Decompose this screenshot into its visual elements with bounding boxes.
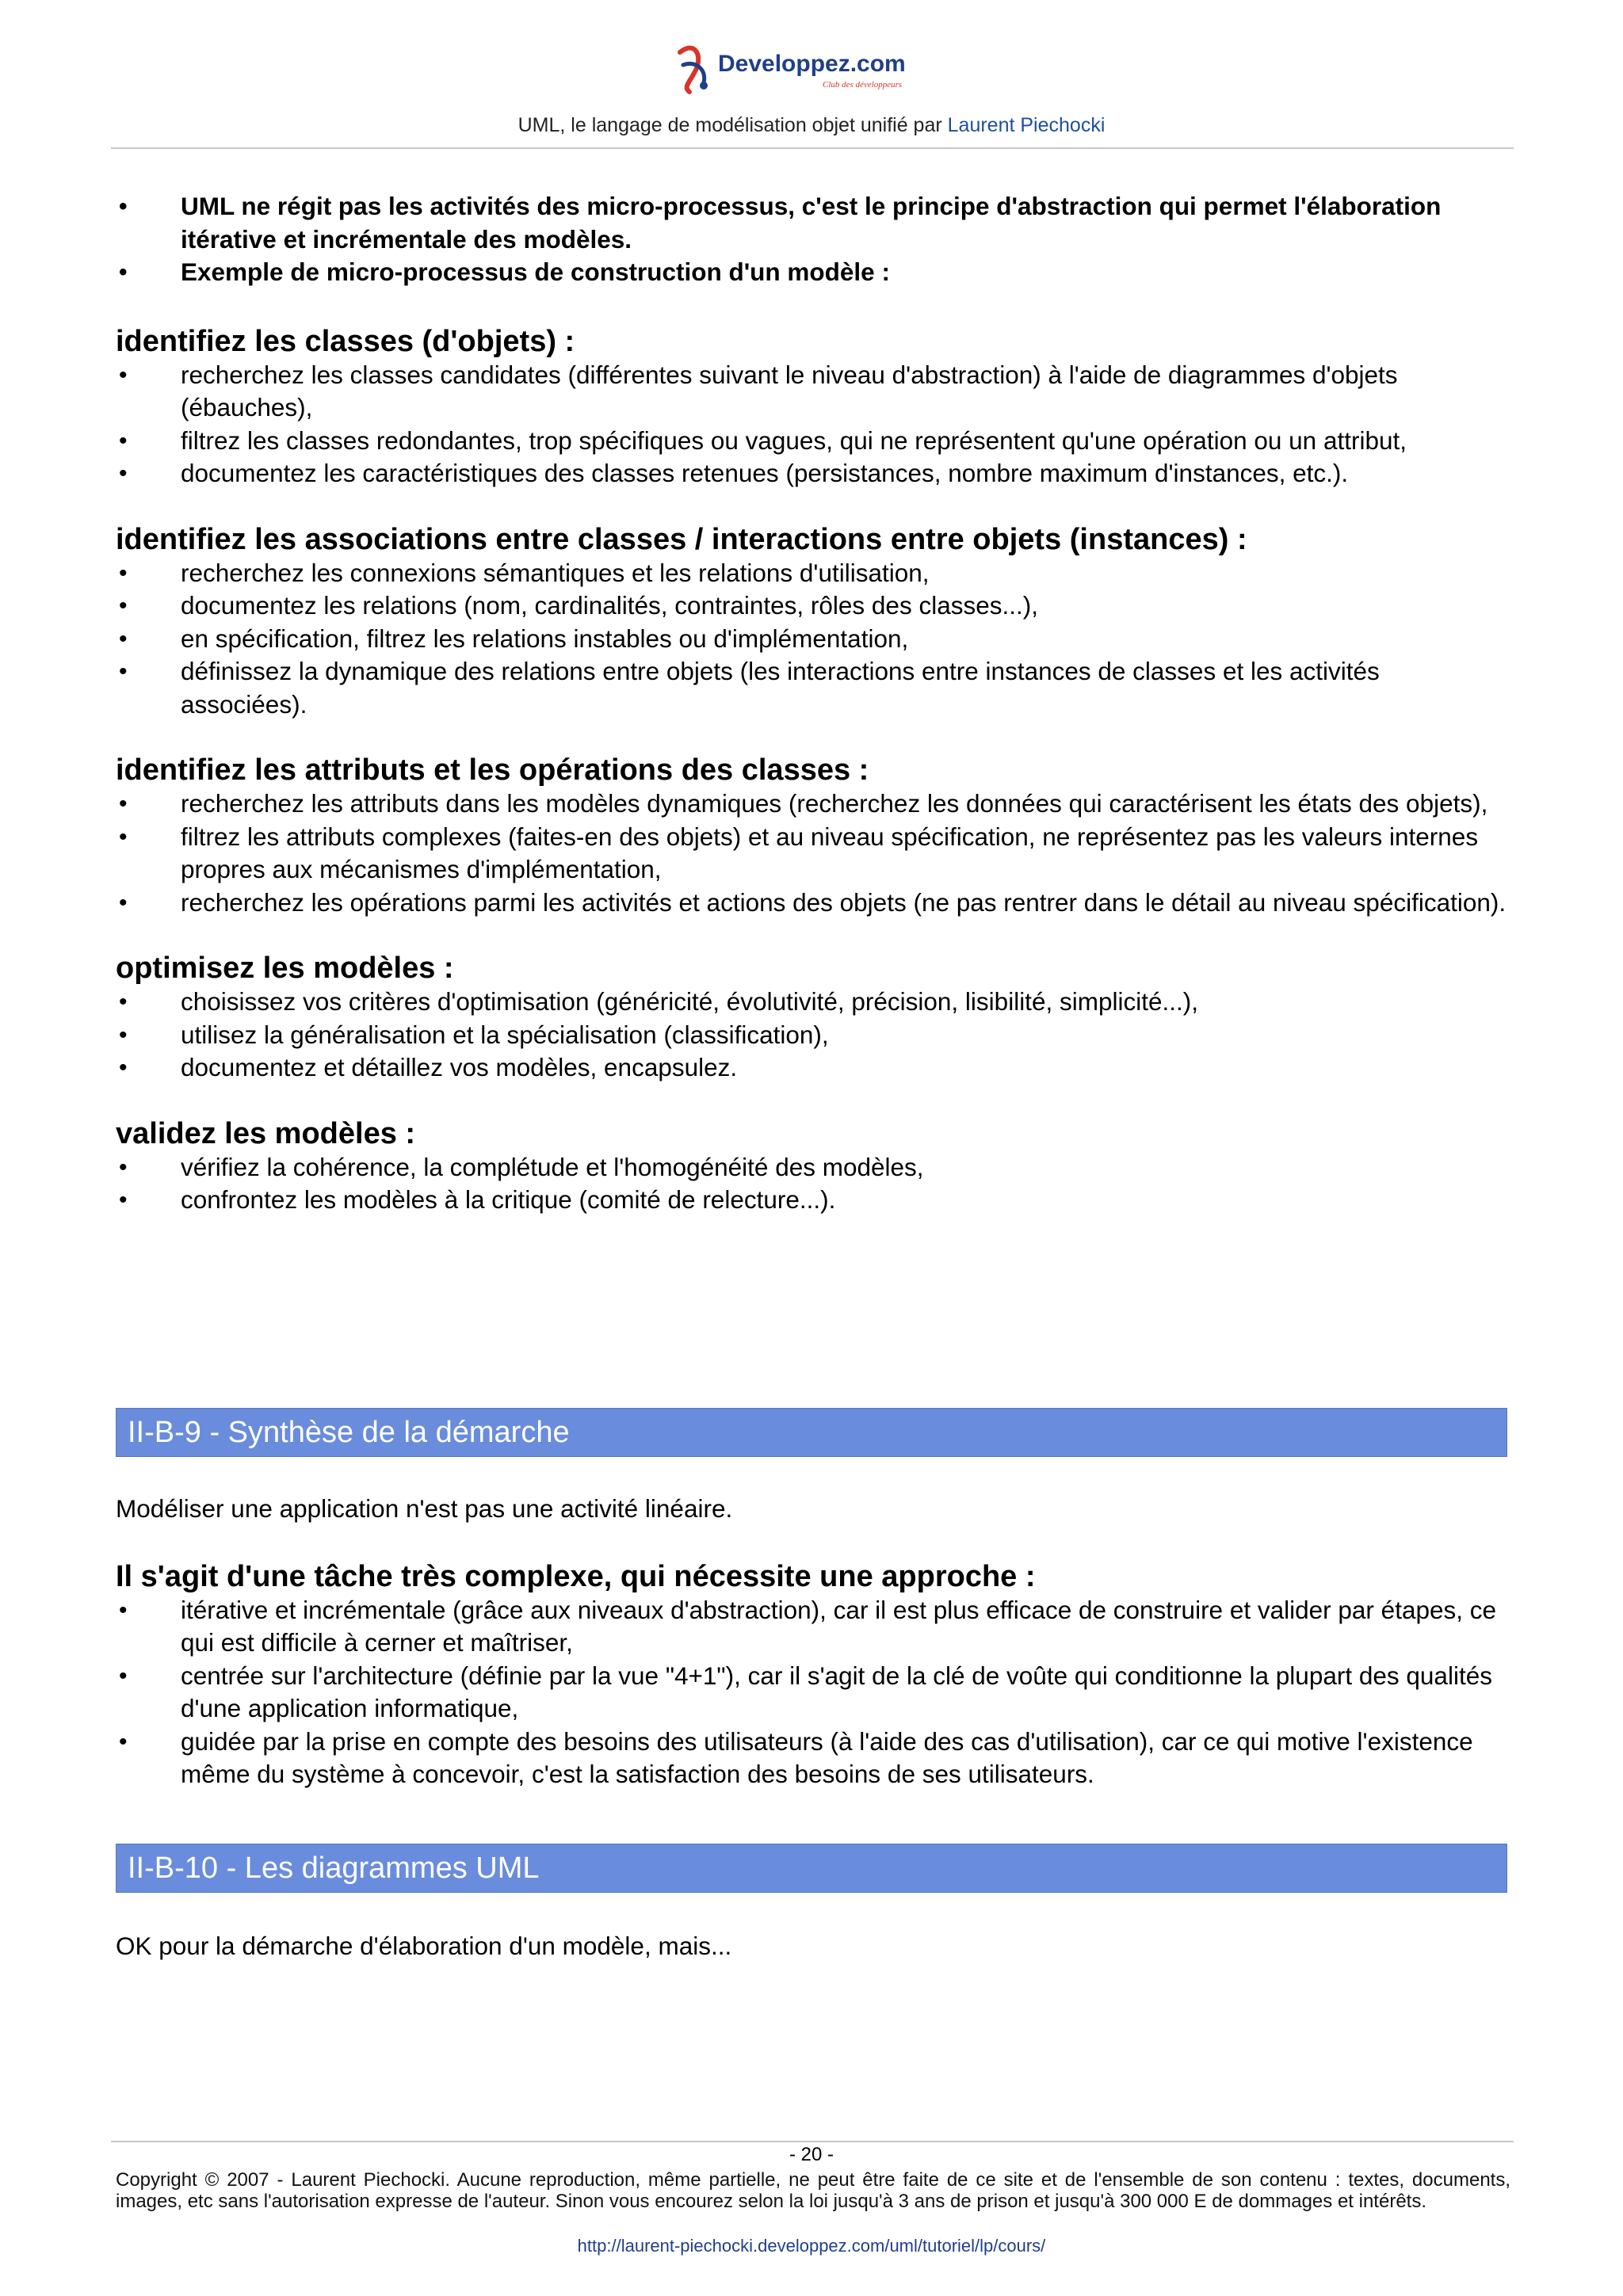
footer-url-link[interactable]: http://laurent-piechocki.developpez.com/uml/tutoriel/lp/cours/ (577, 2236, 1046, 2256)
optimize-bullet-list (116, 986, 1510, 1085)
list-item (116, 623, 1510, 656)
list-item (116, 457, 1510, 490)
list-item (116, 256, 1510, 289)
list-item-text: centrée sur l'architecture (définie par la vue "4+1"), car il s'agit de la clé de voûte qui conditionne la plupart des qualités d'une application informatique, (181, 1661, 1492, 1722)
bullet-icon: • (119, 559, 128, 586)
bullet-icon: • (119, 193, 128, 219)
bullet-icon: • (119, 989, 128, 1015)
list-item (116, 190, 1510, 256)
associations-bullet-list (116, 557, 1510, 722)
list-item (116, 557, 1510, 590)
list-item-text: confrontez les modèles à la critique (comité de relecture...). (181, 1185, 836, 1214)
logo-text: Developpez.com (718, 51, 906, 77)
bullet-icon: • (119, 593, 128, 619)
list-item-text: Exemple de micro-processus de construction d'un modèle : (181, 257, 890, 286)
list-item-text: documentez les caractéristiques des classes retenues (persistances, nombre maximum d'instances, etc.). (181, 459, 1349, 487)
bullet-icon: • (119, 658, 128, 685)
list-item-text: recherchez les classes candidates (différentes suivant le niveau d'abstraction) à l'aide de diagrammes d'objets (ébauches), (181, 360, 1398, 421)
list-item-text: recherchez les attributs dans les modèles dynamiques (recherchez les données qui caractérisent les états des objets), (181, 789, 1488, 818)
section-heading-optimize: optimisez les modèles : (116, 952, 454, 985)
chapter-heading-diagrammes: II-B-10 - Les diagrammes UML (116, 1844, 1507, 1893)
validate-bullet-list (116, 1151, 1510, 1217)
bullet-icon: • (119, 791, 128, 817)
list-item-text: vérifiez la cohérence, la complétude et l'homogénéité des modèles, (181, 1152, 924, 1181)
list-item (116, 655, 1510, 721)
list-item (116, 425, 1510, 458)
list-item (116, 1726, 1510, 1791)
bullet-icon: • (119, 1021, 128, 1048)
bullet-icon: • (119, 259, 128, 285)
bullet-icon: • (119, 1055, 128, 1081)
bullet-icon: • (119, 1187, 128, 1213)
bullet-icon: • (119, 1596, 128, 1623)
section-heading-attributes: identifiez les attributs et les opérations des classes : (116, 753, 869, 787)
list-item (116, 1019, 1510, 1052)
header-title-prefix: UML, le langage de modélisation objet unifié par (517, 114, 948, 136)
bullet-icon: • (119, 361, 128, 388)
list-item-text: UML ne régit pas les activités des micro-processus, c'est le principe d'abstraction qui permet l'élaboration itérative et incrémentale des modèles. (181, 192, 1442, 254)
list-item-text: recherchez les opérations parmi les activités et actions des objets (ne pas rentrer dans le détail au niveau spécification). (181, 887, 1507, 917)
list-item-text: documentez les relations (nom, cardinalités, contraintes, rôles des classes...), (181, 591, 1038, 620)
bullet-icon: • (119, 823, 128, 850)
chapter-9-body (116, 1493, 1510, 1791)
attributes-bullet-list (116, 788, 1510, 919)
list-item-text: guidée par la prise en compte des besoins des utilisateurs (à l'aide des cas d'utilisation), car ce qui motive l'existence même du système à concevoir, c'est la satisfaction des besoins de ses utilisateurs. (181, 1726, 1473, 1788)
list-item (116, 359, 1510, 425)
bullet-icon: • (119, 889, 128, 916)
logo-tagline: Club des développeurs (823, 80, 903, 90)
chapter-heading-synthese: II-B-9 - Synthèse de la démarche (116, 1408, 1507, 1457)
copyright-notice: Copyright © 2007 - Laurent Piechocki. Aucune reproduction, même partielle, ne peut être faite de ce site et de l'ensemble de son contenu : textes, documents, images, etc sans l'autorisation expresse de l'auteur. Sinon vous encourez selon la loi jusqu'à 3 ans de prison et jusqu'à 300 000 E de dommages et intérêts. (116, 2169, 1510, 2212)
header-author-link[interactable]: Laurent Piechocki (947, 114, 1106, 136)
bullet-icon: • (119, 1662, 128, 1689)
classes-bullet-list (116, 359, 1510, 490)
bullet-icon: • (119, 1728, 128, 1755)
section-heading-classes: identifiez les classes (d'objets) : (116, 324, 575, 358)
list-item (116, 788, 1510, 821)
list-item-text: filtrez les classes redondantes, trop spécifiques ou vagues, qui ne représentent qu'une opération ou un attribut, (181, 425, 1407, 455)
list-item (116, 1660, 1510, 1726)
page-number: - 20 - (789, 2144, 834, 2165)
list-item-text: utilisez la généralisation et la spécialisation (classification), (181, 1020, 829, 1049)
list-item (116, 589, 1510, 623)
chapter-10-paragraph: OK pour la démarche d'élaboration d'un modèle, mais... (116, 1932, 732, 1960)
section-heading-validate: validez les modèles : (116, 1116, 416, 1150)
list-item (116, 1051, 1510, 1085)
list-item (116, 1151, 1510, 1184)
section-heading-associations: identifiez les associations entre classes / interactions entre objets (instances) : (116, 522, 1247, 556)
list-item (116, 887, 1510, 920)
header-divider (111, 147, 1514, 149)
list-item (116, 821, 1510, 887)
chapter-9-paragraph: Modéliser une application n'est pas une activité linéaire. (116, 1494, 733, 1523)
list-item (116, 1184, 1510, 1217)
list-item-text: documentez et détaillez vos modèles, encapsulez. (181, 1053, 738, 1081)
list-item (116, 1594, 1510, 1660)
footer-divider (111, 2141, 1514, 2142)
bullet-icon: • (119, 1154, 128, 1180)
intro-bullet-list (116, 190, 1510, 289)
bullet-icon: • (119, 427, 128, 454)
developpez-logo-icon (672, 41, 934, 100)
list-item-text: filtrez les attributs complexes (faites-en des objets) et au niveau spécification, ne représentez pas les valeurs internes propres aux mécanismes d'implémentation, (181, 822, 1479, 883)
list-item-text: choisissez vos critères d'optimisation (généricité, évolutivité, précision, lisibilité, simplicité...), (181, 987, 1198, 1016)
list-item (116, 986, 1510, 1019)
section-heading-approche: Il s'agit d'une tâche très complexe, qui nécessite une approche : (116, 1559, 1036, 1593)
list-item-text: en spécification, filtrez les relations instables ou d'implémentation, (181, 624, 909, 653)
page-header-title (0, 114, 1623, 137)
list-item-text: définissez la dynamique des relations entre objets (les interactions entre instances de classes et les activités associées). (181, 657, 1380, 719)
bullet-icon: • (119, 625, 128, 652)
main-content (116, 190, 1510, 1217)
list-item-text: itérative et incrémentale (grâce aux niveaux d'abstraction), car il est plus efficace de construire et valider par étapes, ce qui est difficile à cerner et maîtriser, (181, 1595, 1497, 1657)
bullet-icon: • (119, 460, 128, 486)
approche-bullet-list (116, 1594, 1510, 1791)
list-item-text: recherchez les connexions sémantiques et les relations d'utilisation, (181, 558, 930, 587)
